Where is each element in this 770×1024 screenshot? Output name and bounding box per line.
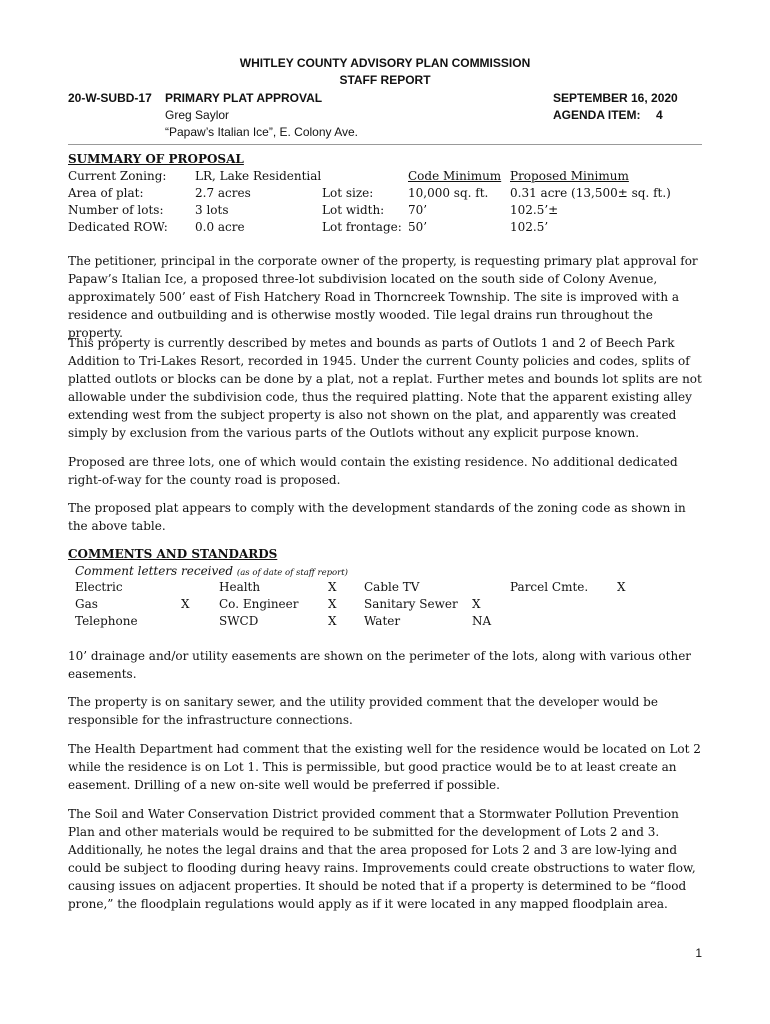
standard-label: Lot frontage: <box>322 220 402 234</box>
agency-name: Sanitary Sewer <box>364 597 458 611</box>
paragraph-easements: 10’ drainage and/or utility easements are shown on the perimeter of the lots, along with various other easements. <box>68 649 692 681</box>
page-number: 1 <box>695 946 702 960</box>
summary-value: 3 lots <box>195 203 229 217</box>
agency-name: Telephone <box>75 614 138 628</box>
summary-label: Number of lots: <box>68 203 164 217</box>
agency-name: Parcel Cmte. <box>510 580 589 594</box>
summary-heading: SUMMARY OF PROPOSAL <box>68 152 244 166</box>
summary-label: Area of plat: <box>68 186 144 200</box>
agency-name: Co. Engineer <box>219 597 299 611</box>
code-minimum-value: 50’ <box>408 220 428 234</box>
project-name: “Papaw’s Italian Ice”, E. Colony Ave. <box>165 125 358 139</box>
agency-mark: X <box>328 597 337 611</box>
summary-label: Dedicated ROW: <box>68 220 168 234</box>
agency-name: Gas <box>75 597 98 611</box>
agency-mark: X <box>328 580 337 594</box>
comment-letters-text: Comment letters received <box>75 564 234 578</box>
proposed-minimum-value: 0.31 acre (13,500± sq. ft.) <box>510 186 671 200</box>
agency-mark: X <box>181 597 190 611</box>
comment-letters-note: (as of date of staff report) <box>236 568 348 578</box>
summary-value: 0.0 acre <box>195 220 245 234</box>
header-divider <box>68 144 702 145</box>
paragraph-health-department: The Health Department had comment that the existing well for the residence would be located on Lot 2 while the residence is on Lot 1. This is permissible, but good practice would be to at least create an easement. Drilling of a new on-site well would be preferred if possible. <box>68 742 701 792</box>
code-minimum-value: 10,000 sq. ft. <box>408 186 489 200</box>
case-type: PRIMARY PLAT APPROVAL <box>165 91 323 105</box>
paragraph-description: This property is currently described by metes and bounds as parts of Outlots 1 and 2 of Beech Park Addition to Tri-Lakes Resort, recorded in 1945. Under the current County policies and codes, splits of platted outlots or blocks can be done by a plat, not a replat. Further metes and bounds lot splits are not allowable under the subdivision code, thus the required platting. Note that the apparent existing alley extending west from the subject property is also not shown on the plat, and apparently was created simply by exclusion from the various parts of the Outlots without any explicit purpose known. <box>68 336 702 440</box>
agency-name: SWCD <box>219 614 259 628</box>
report-title: STAFF REPORT <box>339 73 431 87</box>
standard-label: Lot width: <box>322 203 385 217</box>
agency-mark: X <box>472 597 481 611</box>
code-minimum-value: 70’ <box>408 203 428 217</box>
summary-label: Current Zoning: <box>68 169 167 183</box>
paragraph-proposed-lots: Proposed are three lots, one of which would contain the existing residence. No additional dedicated right-of-way for the county road is proposed. <box>68 455 678 487</box>
applicant-name: Greg Saylor <box>165 108 230 122</box>
case-number: 20-W-SUBD-17 <box>68 91 152 105</box>
agency-name: Health <box>219 580 261 594</box>
summary-value: LR, Lake Residential <box>195 169 322 183</box>
agency-mark: X <box>617 580 626 594</box>
report-date: SEPTEMBER 16, 2020 <box>553 91 678 105</box>
paragraph-petition: The petitioner, principal in the corporate owner of the property, is requesting primary plat approval for Papaw’s Italian Ice, a proposed three-lot subdivision located on the south side of Colony Avenue, approximately 500’ east of Fish Hatchery Road in Thorncreek Township. The site is improved with a residence and outbuilding and is otherwise mostly wooded. Tile legal drains run throughout the property. <box>68 254 698 340</box>
proposed-minimum-value: 102.5’ <box>510 220 549 234</box>
agenda-item-value: 4 <box>656 108 663 122</box>
standard-label: Lot size: <box>322 186 374 200</box>
agenda-item-label: AGENDA ITEM: <box>553 108 641 122</box>
agency-mark: X <box>328 614 337 628</box>
proposed-minimum-header: Proposed Minimum <box>510 169 629 183</box>
summary-value: 2.7 acres <box>195 186 251 200</box>
paragraph-compliance: The proposed plat appears to comply with the development standards of the zoning code as shown in the above table. <box>68 501 686 533</box>
org-title: WHITLEY COUNTY ADVISORY PLAN COMMISSION <box>239 56 531 70</box>
agency-mark: NA <box>472 614 492 628</box>
paragraph-sanitary-sewer: The property is on sanitary sewer, and the utility provided comment that the developer would be responsible for the infrastructure connections. <box>68 695 658 727</box>
agency-name: Water <box>364 614 401 628</box>
agency-name: Cable TV <box>364 580 420 594</box>
comments-heading: COMMENTS AND STANDARDS <box>68 547 278 561</box>
agency-name: Electric <box>75 580 123 594</box>
code-minimum-header: Code Minimum <box>408 169 502 183</box>
proposed-minimum-value: 102.5’± <box>510 203 559 217</box>
paragraph-swcd: The Soil and Water Conservation District provided comment that a Stormwater Pollution Prevention Plan and other materials would be required to be submitted for the development of Lots 2 and 3. Additionally, he notes the legal drains and that the area proposed for Lots 2 and 3 are low-lying and could be subject to flooding during heavy rains. Improvements could create obstructions to water flow, causing issues on adjacent properties. It should be noted that if a property is determined to be “flood prone,” the floodplain regulations would apply as if it were located in any mapped floodplain area. <box>68 807 696 911</box>
